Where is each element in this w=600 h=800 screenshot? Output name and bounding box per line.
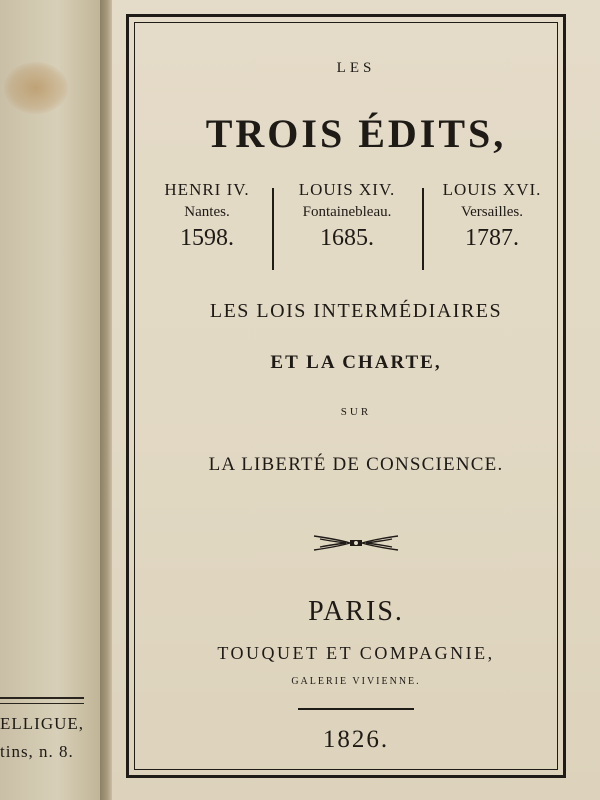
facing-rule-top-thin: [0, 703, 84, 704]
printers-ornament-icon: [310, 530, 402, 556]
edict-year: 1598.: [180, 225, 234, 251]
subtitle-liberte: LA LIBERTÉ DE CONSCIENCE.: [208, 454, 504, 475]
edict-column-henri: [142, 180, 272, 252]
imprint-publisher: TOUQUET ET COMPAGNIE,: [217, 643, 495, 663]
imprint-year: 1826.: [322, 726, 390, 753]
title-page: [112, 0, 600, 800]
facing-page: [0, 0, 104, 800]
edict-column-louis-xiv: [272, 180, 422, 252]
edict-place: Versailles.: [460, 204, 524, 220]
title-prefix: LES: [336, 60, 376, 76]
imprint-city: PARIS.: [308, 596, 404, 627]
subtitle-lois: LES LOIS INTERMÉDIAIRES: [209, 300, 503, 322]
edict-king: LOUIS XIV.: [298, 180, 396, 199]
edict-column-louis-xvi: [422, 180, 562, 252]
subtitle-sur: SUR: [340, 406, 372, 418]
edict-place: Fontainebleau.: [302, 204, 392, 220]
edict-king: LOUIS XVI.: [442, 180, 542, 199]
imprint-address: GALERIE VIVIENNE.: [291, 676, 421, 687]
foxing-stain: [4, 62, 68, 114]
facing-text-line2: tins, n. 8.: [0, 742, 74, 761]
edicts-columns: [142, 180, 562, 280]
edict-year: 1685.: [320, 225, 374, 251]
edict-place: Nantes.: [184, 204, 230, 220]
facing-rule-top: [0, 697, 84, 699]
main-title: TROIS ÉDITS,: [205, 111, 507, 156]
subtitle-charte: ET LA CHARTE,: [270, 352, 442, 373]
facing-text-line1: ELLIGUE,: [0, 714, 85, 733]
edict-year: 1787.: [465, 225, 519, 251]
edict-king: HENRI IV.: [164, 180, 250, 199]
imprint-rule: [298, 708, 414, 710]
